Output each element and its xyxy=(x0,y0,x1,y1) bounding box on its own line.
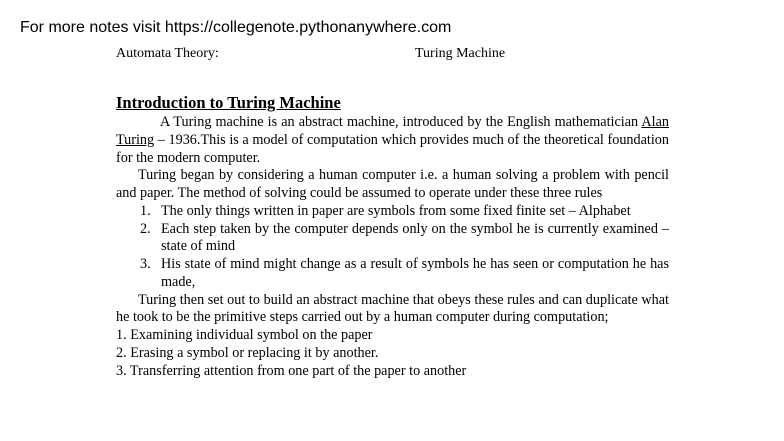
intro-text-end: – 1936.This is a model of computation which provides much of the theoretical foundation for the modern computer. xyxy=(116,131,669,166)
page-title: Introduction to Turing Machine xyxy=(116,93,341,112)
alan-turing-name: Alan Turing xyxy=(116,114,669,148)
machine-paragraph: Turing then set out to build an abstract machine that obeys these rules and can duplicate what he took to be the primitive steps carried out by a human computer during computation; xyxy=(116,291,669,326)
rule-text: His state of mind might change as a result of symbols he has seen or computation he has made, xyxy=(161,256,669,290)
header-subject: Automata Theory: xyxy=(116,46,219,61)
rule-item xyxy=(116,221,669,257)
rule-number: 3. xyxy=(140,256,151,272)
rules-paragraph: Turing began by considering a human computer i.e. a human solving a problem with pencil and paper. The method of solving could be assumed to operate under these three rules xyxy=(116,167,669,201)
rule-text: Each step taken by the computer depends only on the symbol he is currently examined – state of mind xyxy=(161,220,669,255)
step-item: 1. Examining individual symbol on the paper xyxy=(116,327,373,343)
intro-text-start: A Turing machine is an abstract machine, introduced by the English mathematician xyxy=(160,114,642,130)
rule-text: The only things written in paper are symbols from some fixed finite set – Alphabet xyxy=(161,202,631,219)
header-topic: Turing Machine xyxy=(415,46,506,61)
rule-number: 1. xyxy=(140,202,151,219)
rules-list xyxy=(116,203,669,292)
intro-paragraph xyxy=(116,114,669,167)
rule-item xyxy=(116,203,669,221)
step-item: 3. Transferring attention from one part of the paper to another xyxy=(116,362,467,379)
notes-banner: For more notes visit https://collegenote.pythonanywhere.com xyxy=(20,19,452,36)
rule-number: 2. xyxy=(140,220,151,237)
step-item: 2. Erasing a symbol or replacing it by another. xyxy=(116,344,379,361)
document-body xyxy=(116,114,669,380)
rule-item xyxy=(116,256,669,292)
